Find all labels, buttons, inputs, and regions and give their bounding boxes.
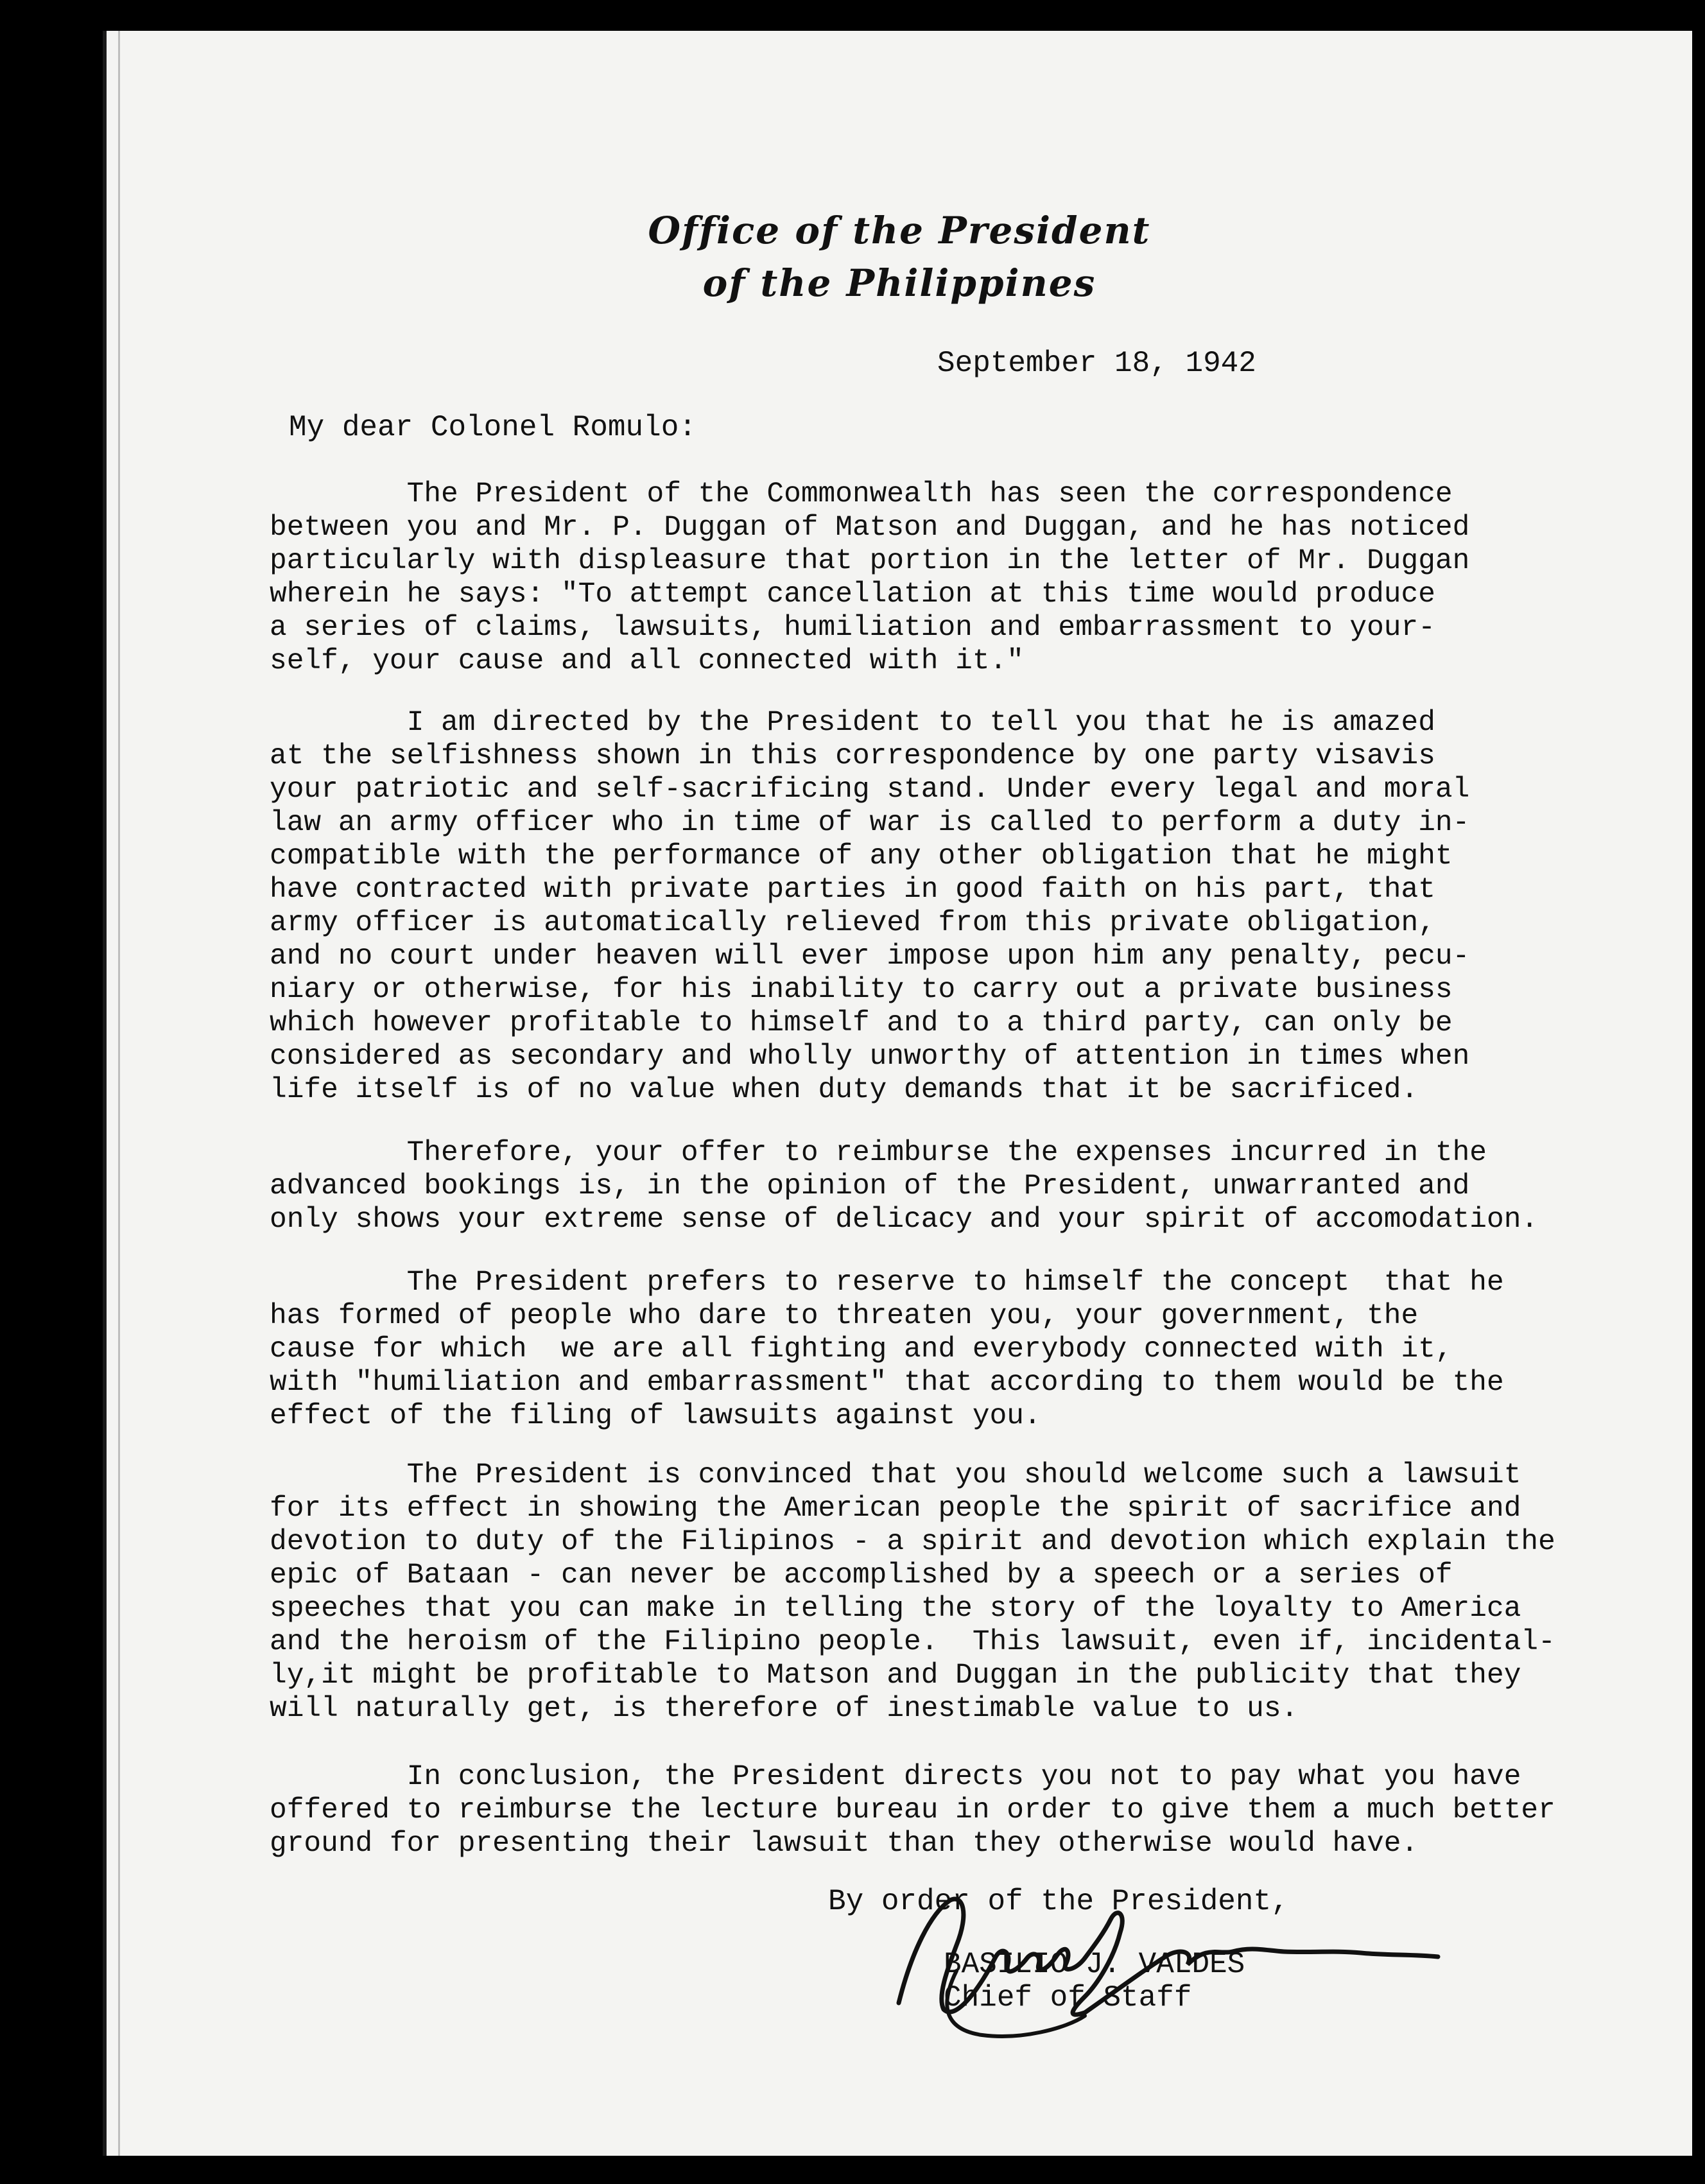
sheet-edge-line [118,31,120,2156]
paragraph-1: The President of the Commonwealth has seen the correspondence between you and Mr. P. Duggan of Matson and Duggan, and he has noticed particularly with displeasure that portion in the letter of Mr. Duggan wherein he says: "To attempt cancellation at this time would produce a series of claims, lawsuits, humiliation and embarrassment to your- self, your cause and all connected with it." [270,478,1470,677]
paragraph-2: I am directed by the President to tell you that he is amazed at the selfishness shown in this correspondence by one party visavis your patriotic and self-sacrificing stand. Under every legal and moral law an army officer who in time of war is called to perform a duty in- compatible with the performance of any other obligation that he might have contracted with private parties in good faith on his part, that army officer is automatically relieved from this private obligation, and no court under heaven will ever impose upon him any penalty, pecu- niary or otherwise, for his inability to carry out a private business which however profitable to himself and to a third party, can only be considered as secondary and wholly unworthy of attention in times when life itself is of no value when duty demands that it be sacrificed. [270,707,1470,1106]
letterhead-line-2: of the Philippines [702,261,1096,305]
signer-block [944,1948,1245,2015]
letterhead [107,204,1692,309]
salutation: My dear Colonel Romulo: [289,411,697,444]
paragraph-4: The President prefers to reserve to himself the concept that he has formed of people who dare to threaten you, your government, the cause for which we are all fighting and everybody connected with it, with "humiliation and embarrassment" that according to them would be the effect of the filing of lawsuits against you. [270,1267,1504,1432]
paragraph-6: In conclusion, the President directs you not to pay what you have offered to reimburse the lecture bureau in order to give them a much better ground for presenting their lawsuit than they otherwise would have. [270,1761,1555,1860]
letterhead-line-1: Office of the President [648,209,1151,252]
signer-title: Chief of Staff [944,1981,1192,2015]
paragraph-3: Therefore, your offer to reimburse the expenses incurred in the advanced bookings is, in the opinion of the President, unwarranted and only shows your extreme sense of delicacy and your spirit of accomodation. [270,1137,1539,1236]
closing-line: By order of the President, [828,1885,1289,1918]
signer-name: BASILIO J. VALDES [944,1948,1245,1981]
letter-date: September 18, 1942 [937,347,1256,380]
paragraph-5: The President is convinced that you should welcome such a lawsuit for its effect in showing the American people the spirit of sacrifice and devotion to duty of the Filipinos - a spirit and devotion which explain the epic of Bataan - can never be accomplished by a speech or a series of speeches that you can make in telling the story of the loyalty to America and the heroism of the Filipino people. This lawsuit, even if, incidental- ly,it might be profitable to Matson and Duggan in the publicity that they will naturally get, is therefore of inestimable value to us. [270,1459,1555,1725]
